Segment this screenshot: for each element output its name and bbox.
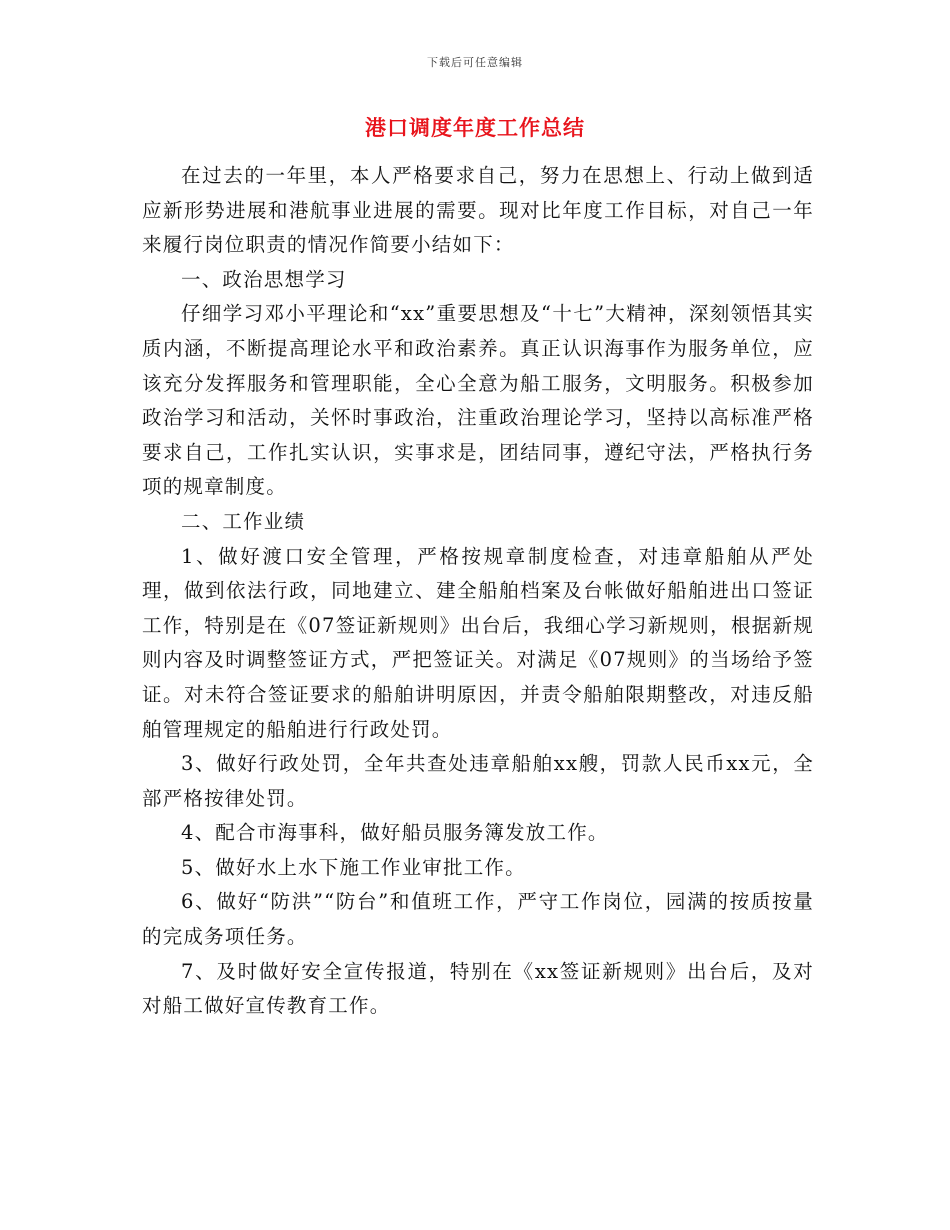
- list-item-ferry-safety: 1、做好渡口安全管理，严格按规章制度检查，对违章船舶从严处理，做到依法行政，同地建立、建全船舶档案及台帐做好船舶进出口签证工作，特别是在《07签证新规则》出台后，我细心学习新规则，根据新规则内容及时调整签证方式，严把签证关。对满足《07规则》的当场给予签证。对未符合签证要求的船舶讲明原因，并责令船舶限期整改，对违反船舶管理规定的船舶进行行政处罚。: [142, 544, 814, 741]
- section-heading-political-study: 一、政治思想学习: [181, 267, 347, 291]
- document-title: 港口调度年度工作总结: [365, 115, 585, 140]
- document-body: [142, 159, 814, 1024]
- paragraph-intro: 在过去的一年里，本人严格要求自己，努力在思想上、行动上做到适应新形势进展和港航事业进展的需要。现对比年度工作目标，对自己一年来履行岗位职责的情况作简要小结如下：: [142, 164, 814, 257]
- list-item-flood-typhoon-duty: 6、做好“防洪”“防台”和值班工作，严守工作岗位，园满的按质按量的完成务项任务。: [142, 890, 814, 949]
- section-heading-work-achievements: 二、工作业绩: [181, 509, 306, 533]
- list-item-crew-service-book: 4、配合市海事科，做好船员服务簿发放工作。: [181, 821, 609, 845]
- header-note: 下载后可任意编辑: [427, 56, 523, 69]
- list-item-administrative-penalty: 3、做好行政处罚，全年共查处违章船舶xx艘，罚款人民币xx元，全部严格按律处罚。: [142, 752, 814, 810]
- paragraph-political-study: 仔细学习邓小平理论和“xx”重要思想及“十七”大精神，深刻领悟其实质内涵，不断提高理论水平和政治素养。真正认识海事作为服务单位，应该充分发挥服务和管理职能，全心全意为船工服务，文明服务。积极参加政治学习和活动，关怀时事政治，注重政治理论学习，坚持以高标准严格要求自己，工作扎实认识，实事求是，团结同事，遵纪守法，严格执行务项的规章制度。: [142, 302, 814, 499]
- list-item-safety-publicity: 7、及时做好安全宣传报道，特别在《xx签证新规则》出台后，及对对船工做好宣传教育工作。: [142, 959, 814, 1018]
- list-item-construction-approval: 5、做好水上水下施工作业审批工作。: [181, 855, 526, 879]
